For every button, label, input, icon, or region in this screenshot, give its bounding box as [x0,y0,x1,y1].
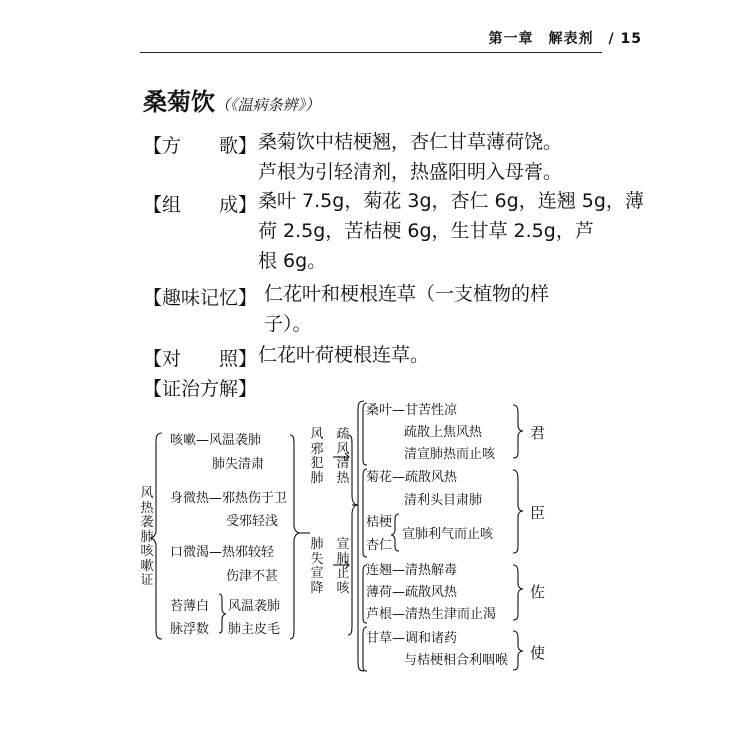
zucheng-line: 桑叶 7.5g，菊花 3g，杏仁 6g，连翘 5g，薄 [258,190,644,212]
fangge-line: 芦根为引轻清剂，热盛阳明入母膏。 [258,161,563,183]
label-zhengzhi: 【证治方解】 [143,378,258,400]
symptom-note: 肺失清肃 [212,457,265,472]
herb-line: 与桔梗相合利咽喉 [404,653,509,668]
herb-line: 清利头目肃肺 [404,493,483,508]
quwei-line: 子）。 [264,313,312,335]
herb-line: 芦根—清热生津而止渴 [366,607,497,622]
pulse: 脉浮数 [170,622,210,637]
zucheng-line: 荷 2.5g，苦桔梗 6g，生甘草 2.5g，芦 [258,220,594,242]
role-shi: 使 [530,644,546,662]
tongue-explain: 风温袭肺 [228,599,281,614]
symptom-note: 受邪轻浅 [226,514,279,529]
role-jun: 君 [530,424,546,442]
role-chen: 臣 [530,504,546,522]
cause-label: 肺 失 宣 降 [310,537,324,596]
quwei-text [264,279,549,339]
zucheng-text [258,186,644,276]
label-duizhao: 【对 照】 [143,348,258,370]
treatment-label: 宣 肺 止 咳 [336,537,350,596]
quwei-line: 仁花叶和梗根连草（一支植物的样 [264,283,550,305]
zucheng-line: 根 6g。 [258,250,327,272]
herb-line: 连翘—清热解毒 [366,563,458,578]
herb-line: 菊花—疏散风热 [366,470,458,485]
fangge-text [258,127,562,187]
role-zuo: 佐 [530,583,546,601]
formula-source: （《温病条辨》） [215,96,321,114]
header-rule [140,52,602,53]
treatment-label: 疏 风 清 热 [336,427,350,486]
pulse-explain: 肺主皮毛 [228,622,281,637]
formula-title [143,82,320,117]
herb-pair-b: 杏仁 [366,538,393,553]
symptom-sign: 身微热—邪热伤于卫 [170,491,288,506]
herb-line: 薄荷—疏散风热 [366,585,458,600]
symptom-note: 伤津不甚 [226,569,279,584]
herb-line: 桑叶—甘苦性凉 [366,403,458,418]
cause-label: 风 邪 犯 肺 [310,427,324,486]
label-zucheng: 【组 成】 [143,194,258,216]
tongue-coating: 苔薄白 [170,599,210,614]
label-fangge: 【方 歌】 [143,135,258,157]
herb-pair-effect: 宣肺利气而止咳 [402,527,494,542]
syndrome-diagram [138,395,558,695]
duizhao-text [258,340,429,370]
symptom-sign: 口微渴—热邪较轻 [170,545,275,560]
formula-name: 桑菊饮 [143,88,215,116]
symptom-sign: 咳嗽—风温袭肺 [170,433,262,448]
herb-pair-a: 桔梗 [366,515,393,530]
duizhao-line: 仁花叶荷梗根连草。 [258,344,430,366]
label-quwei: 【趣味记忆】 [143,287,258,309]
herb-line: 疏散上焦风热 [404,425,483,440]
herb-line: 清宣肺热而止咳 [404,447,496,462]
herb-line: 甘草—调和诸药 [366,631,458,646]
syndrome-label: 风 热 袭 肺 咳 嗽 证 [140,486,154,588]
running-head: 第一章 解表剂 / 15 [488,31,642,47]
fangge-line: 桑菊饮中桔梗翘，杏仁甘草薄荷饶。 [258,131,563,153]
